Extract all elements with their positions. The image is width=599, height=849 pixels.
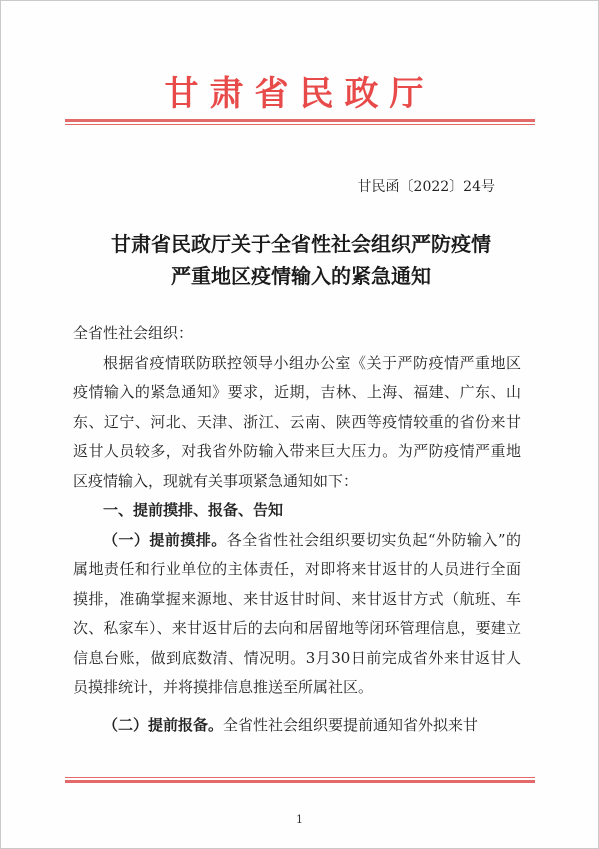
item-1-paragraph [73,526,521,703]
document-body [73,319,521,740]
salutation: 全省性社会组织： [73,324,194,342]
letterhead-red-rule [65,119,535,125]
document-title [61,228,541,292]
rule-thin-line [65,124,535,125]
item-1-text: 各全省性社会组织要切实负起“外防输入”的属地责任和行业单位的主体责任，对即将来甘返甘的人员进行全面摸排，准确掌握来源地、来甘返甘时间、来甘返甘方式（航班、车次、私家车）、来甘返甘后的去向和居留地等闭环管理信息，要建立信息台账，做到底数清、情况明。3月30日前完成省外来甘返甘人员摸排统计，并将摸排信息推送至所属社区。 [73,530,521,696]
item-2-paragraph [73,711,521,741]
section-heading-1: 一、提前摸排、报备、告知 [103,501,284,519]
document-number: 甘民函〔2022〕24号 [357,179,495,195]
footer-red-rule [65,777,535,783]
item-2-text: 全省性社会组织要提前通知省外拟来甘 [223,715,479,734]
rule-thick-line [65,119,535,122]
rule-thin-line [65,777,535,778]
item-2-heading: （二）提前报备。 [103,715,224,734]
title-line-2: 严重地区疫情输入的紧急通知 [171,264,431,288]
title-line-1: 甘肃省民政厅关于全省性社会组织严防疫情 [111,232,491,256]
page-number: 1 [296,813,303,826]
rule-thick-line [65,780,535,783]
intro-paragraph: 根据省疫情联防联控领导小组办公室《关于严防疫情严重地区疫情输入的紧急通知》要求，近期，吉林、上海、福建、广东、山东、辽宁、河北、天津、浙江、云南、陕西等疫情较重的省份来甘返甘人员较多，对我省外防输入带来巨大压力。为严防疫情严重地区疫情输入，现就有关事项紧急通知如下： [73,353,521,490]
item-1-heading: （一）提前摸排。 [103,530,227,549]
letterhead-org-name: 甘肃省民政厅 [164,74,435,114]
